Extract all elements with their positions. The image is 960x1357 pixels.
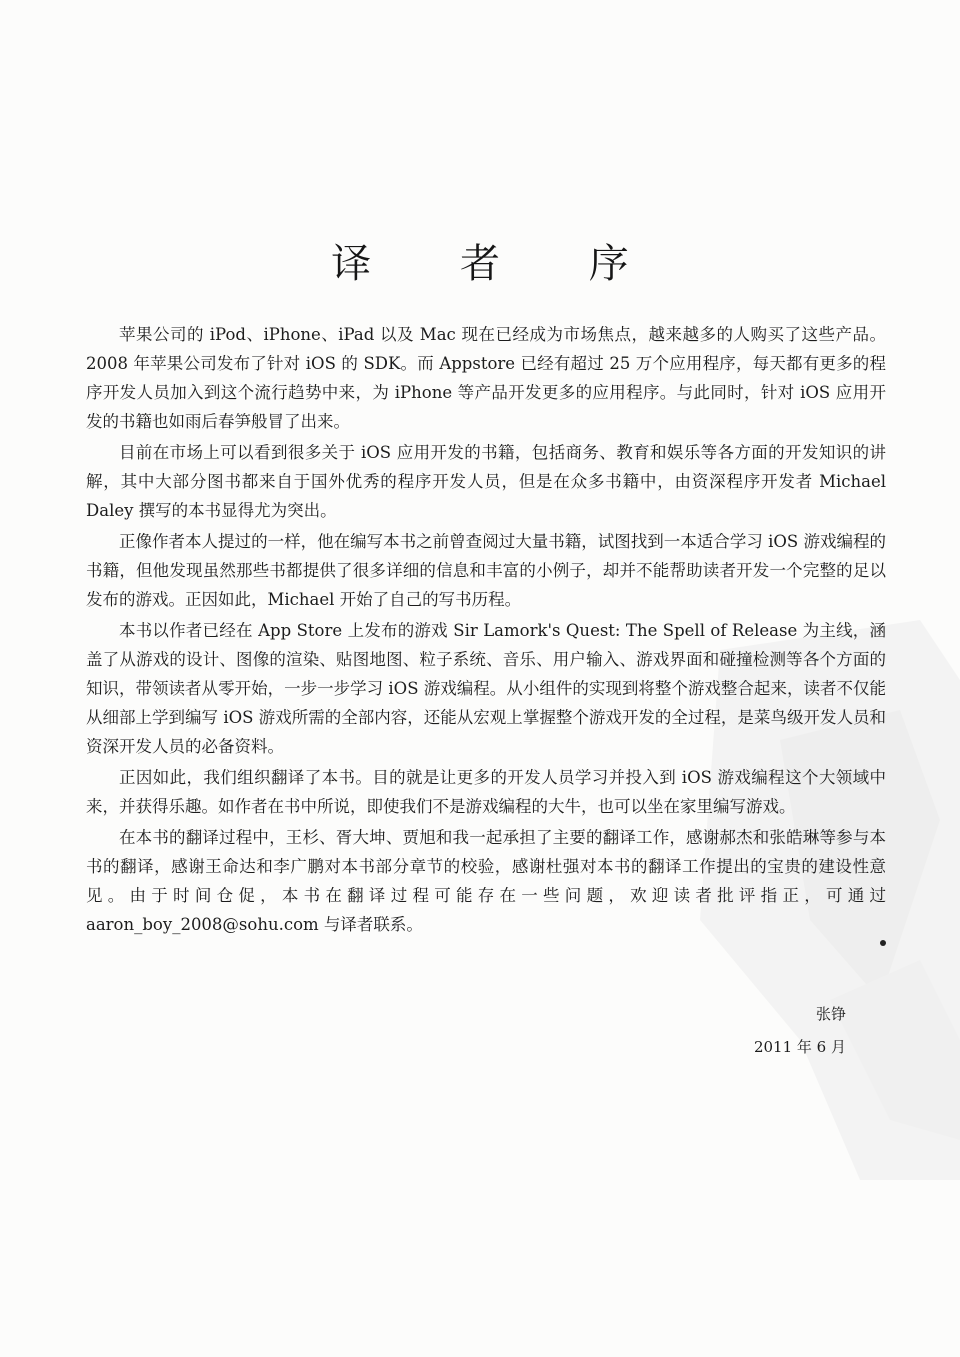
paragraph: 正像作者本人提过的一样，他在编写本书之前曾查阅过大量书籍，试图找到一本适合学习 iOS 游戏编程的书籍，但他发现虽然那些书都提供了很多详细的信息和丰富的小例子，却并不能帮助读者开发一个完整的足以发布的游戏。正因如此，Michael 开始了自己的写书历程。: [86, 532, 886, 609]
paragraph: 苹果公司的 iPod、iPhone、iPad 以及 Mac 现在已经成为市场焦点，越来越多的人购买了这些产品。2008 年苹果公司发布了针对 iOS 的 SDK。而 Appstore 已经有超过 25 万个应用程序，每天都有更多的程序开发人员加入到这个流行趋势中来，为 iPhone 等产品开发更多的应用程序。与此同时，针对 iOS 应用开发的书籍也如雨后春笋般冒了出来。: [86, 325, 886, 431]
signature-date: 2011 年 6 月: [753, 1038, 846, 1056]
signature-block: [754, 998, 846, 1064]
paragraph: 目前在市场上可以看到很多关于 iOS 应用开发的书籍，包括商务、教育和娱乐等各方面的开发知识的讲解，其中大部分图书都来自于国外优秀的程序开发人员，但是在众多书籍中，由资深程序开发者 Michael Daley 撰写的本书显得尤为突出。: [86, 443, 886, 520]
page-title: 译 者 序: [331, 241, 667, 287]
paragraph: 在本书的翻译过程中，王杉、胥大坤、贾旭和我一起承担了主要的翻译工作，感谢郝杰和张皓琳等参与本书的翻译，感谢王命达和李广鹏对本书部分章节的校验，感谢杜强对本书的翻译工作提出的宝贵的建设性意见。由于时间仓促，本书在翻译过程可能存在一些问题，欢迎读者批评指正，可通过 aaron_boy_2008@sohu.com 与译者联系。: [86, 828, 886, 934]
ink-dot: [880, 940, 886, 946]
translator-name: 张铮: [815, 1005, 846, 1023]
preface-body: [86, 320, 886, 941]
paragraph: 本书以作者已经在 App Store 上发布的游戏 Sir Lamork's Quest: The Spell of Release 为主线，涵盖了从游戏的设计、图像的渲染、贴图地图、粒子系统、音乐、用户输入、游戏界面和碰撞检测等各个方面的知识，带领读者从零开始，一步一步学习 iOS 游戏编程。从小组件的实现到将整个游戏整合起来，读者不仅能从细部上学到编写 iOS 游戏所需的全部内容，还能从宏观上掌握整个游戏开发的全过程，是菜鸟级开发人员和资深开发人员的必备资料。: [86, 621, 886, 756]
paragraph: 正因如此，我们组织翻译了本书。目的就是让更多的开发人员学习并投入到 iOS 游戏编程这个大领域中来，并获得乐趣。如作者在书中所说，即使我们不是游戏编程的大牛，也可以坐在家里编写游戏。: [86, 768, 886, 816]
